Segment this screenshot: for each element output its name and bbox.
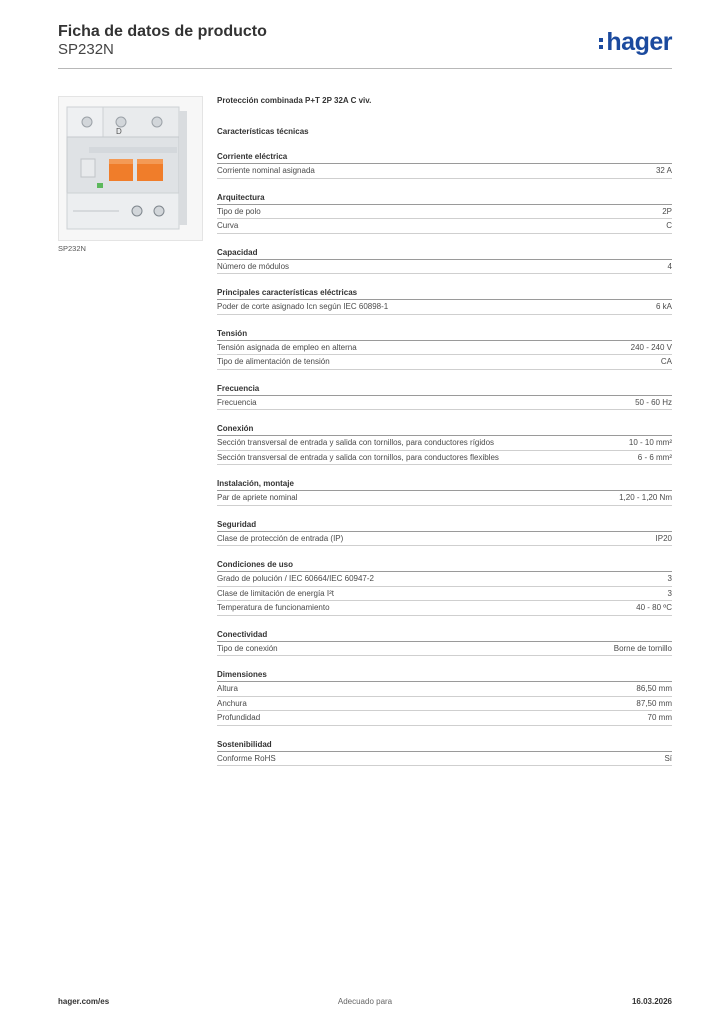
spec-value: IP20	[655, 533, 672, 543]
spec-label: Sección transversal de entrada y salida con tornillos, para conductores flexibles	[217, 452, 499, 462]
spec-value: Borne de tornillo	[613, 643, 672, 653]
spec-label: Altura	[217, 684, 238, 693]
logo-dots-icon	[599, 32, 603, 52]
spec-section	[217, 558, 672, 616]
spec-row	[217, 532, 672, 547]
spec-row	[217, 697, 672, 712]
section-title: Corriente eléctrica	[217, 150, 672, 164]
image-caption: SP232N	[58, 244, 86, 253]
spec-label: Par de apriete nominal	[217, 493, 298, 502]
spec-label: Clase de protección de entrada (IP)	[217, 533, 344, 543]
circuit-breaker-illustration	[59, 97, 202, 240]
spec-value: 40 - 80 ºC	[636, 603, 672, 612]
spec-label: Profundidad	[217, 713, 261, 722]
spec-label: Curva	[217, 221, 239, 230]
header-divider	[58, 68, 672, 69]
spec-value: 240 - 240 V	[630, 342, 672, 352]
spec-row	[217, 164, 672, 179]
spec-value: 6 kA	[655, 302, 672, 311]
spec-value: 1,20 - 1,20 Nm	[619, 493, 672, 502]
section-title: Principales características eléctricas	[217, 286, 672, 300]
section-title: Tensión	[217, 327, 672, 341]
spec-section	[217, 150, 672, 179]
spec-section	[217, 628, 672, 657]
spec-value: 10 - 10 mm²	[628, 438, 672, 447]
spec-value: 87,50 mm	[636, 698, 672, 708]
spec-row	[217, 436, 672, 451]
spec-row	[217, 752, 672, 767]
spec-label: Frecuencia	[217, 397, 257, 407]
spec-section	[217, 422, 672, 465]
spec-label: Conforme RoHS	[217, 753, 276, 763]
spec-row	[217, 711, 672, 726]
spec-section	[217, 668, 672, 726]
spec-section	[217, 286, 672, 315]
spec-row	[217, 260, 672, 275]
spec-label: Sección transversal de entrada y salida con tornillos, para conductores rígidos	[217, 438, 495, 447]
spec-section	[217, 246, 672, 275]
spec-section	[217, 477, 672, 506]
spec-value: CA	[660, 357, 672, 366]
svg-text:D: D	[116, 127, 122, 136]
spec-label: Corriente nominal asignada	[217, 166, 315, 175]
spec-row	[217, 601, 672, 616]
spec-row	[217, 682, 672, 697]
section-title: Capacidad	[217, 246, 672, 260]
product-description: Protección combinada P+T 2P 32A C viv.	[217, 96, 372, 105]
spec-sections	[217, 150, 672, 766]
logo-text: hager	[606, 28, 672, 56]
section-title: Condiciones de uso	[217, 558, 672, 572]
spec-value: 70 mm	[647, 713, 672, 722]
footer-website: hager.com/es	[58, 997, 110, 1006]
spec-section	[217, 518, 672, 547]
spec-label: Número de módulos	[217, 261, 290, 271]
tech-characteristics-title: Características técnicas	[217, 127, 309, 136]
spec-label: Grado de polución / IEC 60664/IEC 60947-2	[217, 574, 374, 583]
spec-label: Clase de limitación de energía I²t	[217, 588, 334, 598]
spec-row	[217, 219, 672, 234]
spec-value: 4	[667, 261, 672, 271]
spec-label: Tipo de alimentación de tensión	[217, 357, 330, 366]
section-title: Dimensiones	[217, 668, 672, 682]
section-title: Arquitectura	[217, 191, 672, 205]
spec-label: Temperatura de funcionamiento	[217, 603, 330, 612]
section-title: Instalación, montaje	[217, 477, 672, 491]
spec-label: Tipo de conexión	[217, 643, 278, 653]
spec-row	[217, 642, 672, 657]
spec-value: 32 A	[655, 166, 672, 175]
spec-row	[217, 491, 672, 506]
spec-value: C	[666, 221, 672, 230]
section-title: Conexión	[217, 422, 672, 436]
page-header	[58, 22, 672, 59]
spec-row	[217, 572, 672, 587]
spec-value: 3	[667, 588, 672, 598]
section-title: Conectividad	[217, 628, 672, 642]
page-title: Ficha de datos de producto	[58, 23, 267, 40]
spec-section	[217, 327, 672, 370]
footer-date: 16.03.2026	[631, 997, 672, 1006]
spec-value: Sí	[664, 753, 672, 763]
spec-row	[217, 587, 672, 602]
spec-row	[217, 205, 672, 220]
footer-center-text: Adecuado para	[337, 997, 393, 1006]
spec-label: Anchura	[217, 698, 247, 708]
spec-row	[217, 300, 672, 315]
spec-row	[217, 451, 672, 466]
spec-section	[217, 191, 672, 234]
spec-section	[217, 738, 672, 767]
spec-value: 3	[667, 574, 672, 583]
spec-label: Tensión asignada de empleo en alterna	[217, 342, 357, 352]
spec-value: 6 - 6 mm²	[637, 452, 672, 462]
spec-value: 50 - 60 Hz	[635, 397, 672, 407]
section-title: Sostenibilidad	[217, 738, 672, 752]
section-title: Frecuencia	[217, 382, 672, 396]
spec-content	[217, 94, 672, 766]
product-image	[58, 96, 203, 241]
spec-row	[217, 341, 672, 356]
spec-value: 2P	[662, 206, 672, 216]
spec-label: Tipo de polo	[217, 206, 261, 216]
product-code: SP232N	[58, 41, 114, 58]
spec-section	[217, 382, 672, 411]
spec-row	[217, 355, 672, 370]
hager-logo	[599, 28, 672, 57]
spec-row	[217, 396, 672, 411]
spec-label: Poder de corte asignado Icn según IEC 60898-1	[217, 302, 389, 311]
section-title: Seguridad	[217, 518, 672, 532]
spec-value: 86,50 mm	[636, 684, 672, 693]
